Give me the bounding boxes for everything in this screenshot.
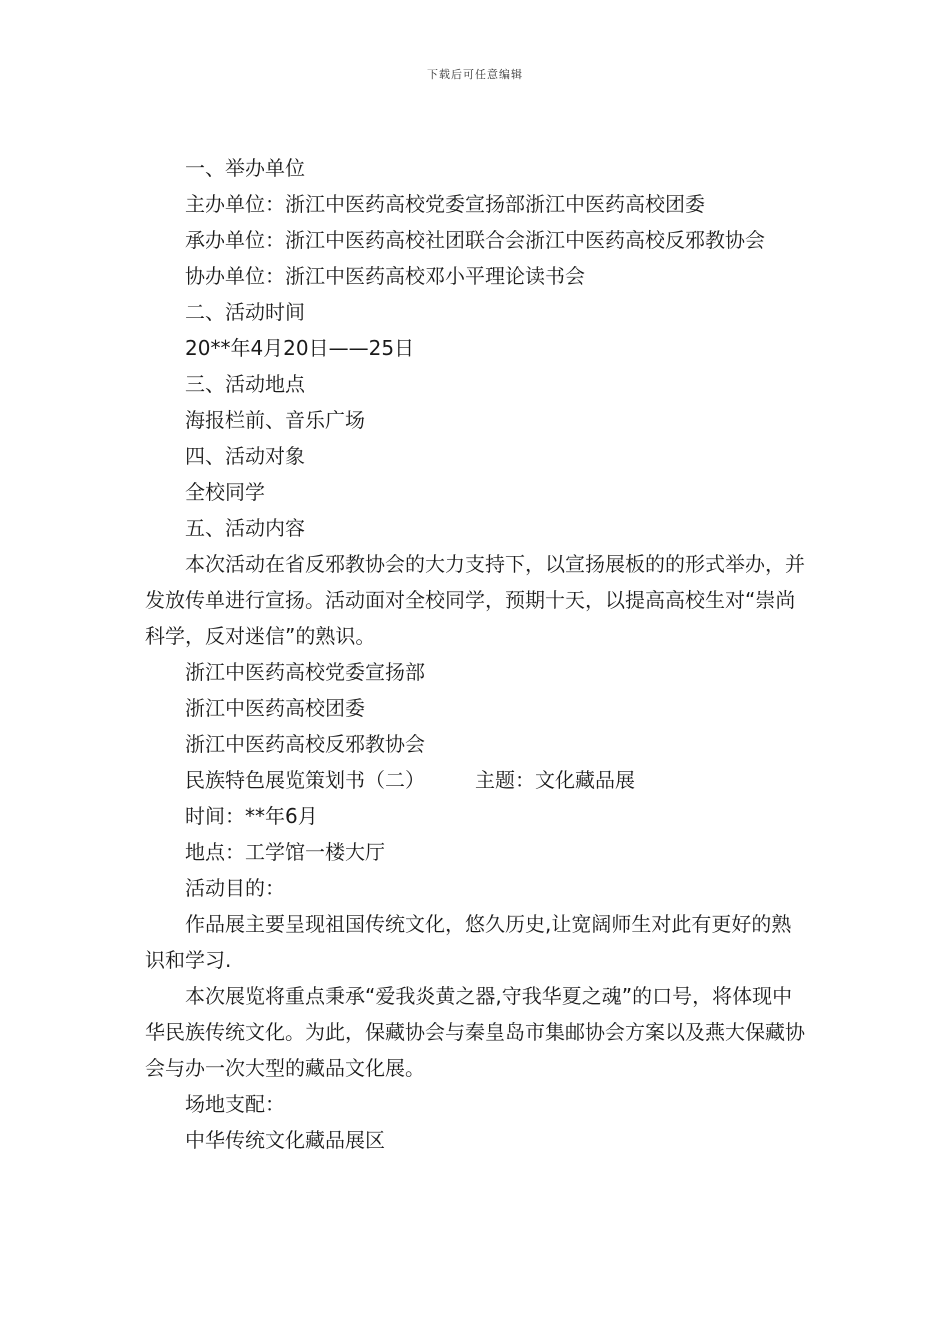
activity-location: 海报栏前、音乐广场 (185, 408, 365, 432)
section-heading-organizers: 一、举办单位 (185, 156, 305, 180)
signature-propaganda-dept: 浙江中医药高校党委宣扬部 (185, 660, 425, 684)
exhibition-description-paragraph: 本次展览将重点秉承“爱我炎黄之器,守我华夏之魂”的口号，将体现中华民族传统文化。为此，保藏协会与秦皇岛市集邮协会方案以及燕大保藏协会与办一次大型的藏品文化展。 (145, 984, 805, 1080)
section-heading-content: 五、活动内容 (185, 516, 305, 540)
activity-content-paragraph: 本次活动在省反邪教协会的大力支持下，以宣扬展板的的形式举办，并发放传单进行宣扬。活动面对全校同学，预期十天，以提高高校生对“崇尚科学，反对迷信”的熟识。 (145, 552, 805, 648)
second-plan-title-line (145, 762, 810, 798)
second-plan-title: 民族特色展览策划书（二） (185, 768, 425, 792)
section-heading-audience: 四、活动对象 (185, 444, 305, 468)
exhibition-location: 地点：工学馆一楼大厅 (185, 840, 385, 864)
document-body (145, 150, 810, 1158)
exhibition-time: 时间：**年6月 (185, 804, 318, 828)
activity-time: 20**年4月20日——25日 (185, 336, 415, 360)
activity-purpose-paragraph: 作品展主要呈现祖国传统文化，悠久历史,让宽阔师生对此有更好的熟识和学习. (145, 912, 792, 972)
activity-audience: 全校同学 (185, 480, 265, 504)
venue-area-item: 中华传统文化藏品展区 (185, 1128, 385, 1152)
signature-anti-cult-association: 浙江中医药高校反邪教协会 (185, 732, 425, 756)
host-organizer: 主办单位：浙江中医药高校党委宣扬部浙江中医药高校团委 (185, 192, 705, 216)
undertaking-organizer: 承办单位：浙江中医药高校社团联合会浙江中医药高校反邪教协会 (185, 228, 765, 252)
co-organizer: 协办单位：浙江中医药高校邓小平理论读书会 (185, 264, 585, 288)
venue-arrangement-heading: 场地支配： (185, 1092, 285, 1116)
signature-youth-league: 浙江中医药高校团委 (185, 696, 365, 720)
activity-purpose-heading: 活动目的： (185, 876, 285, 900)
section-heading-location: 三、活动地点 (185, 372, 305, 396)
section-heading-time: 二、活动时间 (185, 300, 305, 324)
exhibition-theme: 主题：文化藏品展 (475, 768, 635, 792)
header-note: 下载后可任意编辑 (427, 68, 523, 81)
